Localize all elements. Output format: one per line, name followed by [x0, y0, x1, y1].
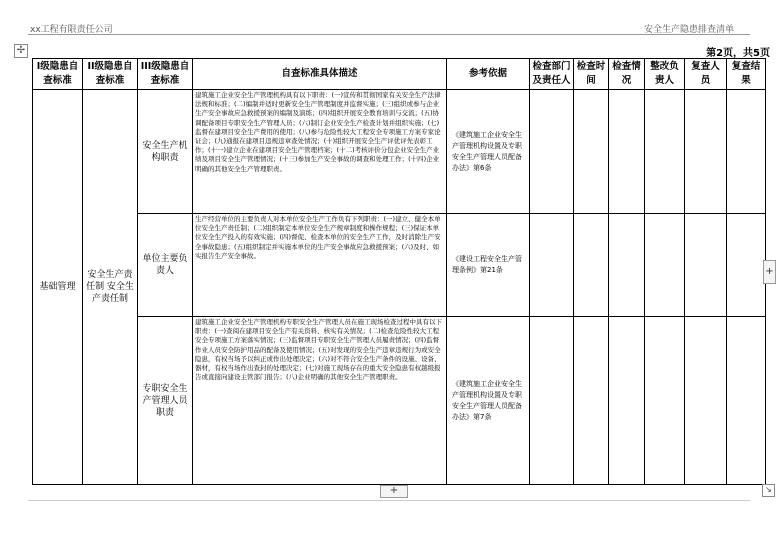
hazard-checklist-table [32, 58, 766, 485]
header-inspect-dept: 检查部门及责任人 [530, 59, 574, 90]
cell-inspect-dept[interactable] [530, 214, 574, 317]
table-row [33, 317, 766, 485]
cell-recheck-result[interactable] [727, 214, 766, 317]
header-company: xx工程有限责任公司 [30, 25, 113, 35]
cell-description[interactable]: 生产经营单位的主要负责人对本单位安全生产工作负有下列职责：(一)建立、健全本单位安全生产责任制；(二)组织制定本单位安全生产规章制度和操作规程；(三)保证本单位安全生产投入的有效实施；(四)督促、检查本单位的安全生产工作，及时消除生产安全事故隐患；(五)组织制定并实施本单位的生产安全事故应急救援预案；(六)及时、如实报告生产安全事故。 [193, 214, 447, 317]
header-doc-title: 安全生产隐患排查清单 [643, 25, 734, 35]
cell-description[interactable]: 建筑施工企业安全生产管理机构具有以下职责：(一)宣传和贯彻国家有关安全生产法律法规和标准；(二)编制并适时更新安全生产管理制度并监督实施；(三)组织或参与企业生产安全事故应急救援预案的编制及演练；(四)组织开展安全教育培训与交流；(五)协调配备项目专职安全生产管理人员；(六)制订企业安全生产检查计划并组织实施；(七)监督在建项目安全生产费用的使用；(八)参与危险性较大工程安全专项施工方案专家论证会；(九)通报在建项目违规违章查处情况；(十)组织开展安全生产评优评先表彰工作；(十一)建立企业在建项目安全生产管理档案；(十二)考核评价分包企业安全生产业绩及项目安全生产管理情况；(十三)参加生产安全事故的调查和处理工作；(十四)企业明确的其他安全生产管理职责。 [193, 90, 447, 214]
cell-level3[interactable]: 安全生产机构职责 [138, 90, 193, 214]
cell-recheck-staff[interactable] [685, 317, 727, 485]
table-move-icon[interactable]: ✢ [14, 44, 28, 58]
cell-level3[interactable]: 单位主要负责人 [138, 214, 193, 317]
cell-inspect-status[interactable] [609, 317, 645, 485]
cell-inspect-status[interactable] [609, 90, 645, 214]
table-row [33, 90, 766, 214]
cell-inspect-dept[interactable] [530, 317, 574, 485]
cell-recheck-staff[interactable] [685, 90, 727, 214]
table-resize-icon[interactable]: ↘ [762, 484, 775, 497]
cell-recheck-staff[interactable] [685, 214, 727, 317]
table-header-row [33, 59, 766, 90]
cell-level3[interactable]: 专职安全生产管理人员职责 [138, 317, 193, 485]
cell-inspect-time[interactable] [574, 90, 609, 214]
header-inspect-status: 检查情况 [609, 59, 645, 90]
cell-description[interactable]: 建筑施工企业安全生产管理机构专职安全生产管理人员在施工现场检查过程中具有以下职责：(一)查阅在建项目安全生产有关资料、核实有关情况；(二)检查危险性较大工程安全专项施工方案落实情况；(三)监督项目专职安全生产管理人员履责情况；(四)监督作业人员安全防护用品的配备及使用情况；(五)对发现的安全生产违章违规行为或安全隐患，有权当场予以纠正或作出处理决定；(六)对不符合安全生产条件的设施、设备、器材，有权当场作出查封的处理决定；(七)对施工现场存在的重大安全隐患有权越级报告或直接向建设主管部门报告；(八)企业明确的其他安全生产管理职责。 [193, 317, 447, 485]
add-row-icon[interactable]: + [380, 485, 408, 498]
header-level3: III级隐患自查标准 [138, 59, 193, 90]
header-rectify-owner: 整改负责人 [645, 59, 685, 90]
cell-reference[interactable]: 《建筑施工企业安全生产管理机构设置及专职安全生产管理人员配备办法》第6条 [447, 90, 530, 214]
cell-rectify-owner[interactable] [645, 90, 685, 214]
cell-level2[interactable]: 安全生产责任制 安全生产责任制 [83, 90, 138, 485]
cell-recheck-result[interactable] [727, 317, 766, 485]
header-divider [28, 34, 750, 35]
cell-level1[interactable]: 基础管理 [33, 90, 83, 485]
cell-inspect-status[interactable] [609, 214, 645, 317]
add-column-icon[interactable]: + [763, 260, 776, 284]
cell-inspect-time[interactable] [574, 214, 609, 317]
page-bottom-divider [28, 500, 750, 501]
cell-inspect-dept[interactable] [530, 90, 574, 214]
header-reference: 参考依据 [447, 59, 530, 90]
header-level2: II级隐患自查标准 [83, 59, 138, 90]
cell-rectify-owner[interactable] [645, 214, 685, 317]
cell-reference[interactable]: 《建设工程安全生产管理条例》第21条 [447, 214, 530, 317]
cell-inspect-time[interactable] [574, 317, 609, 485]
header-level1: I级隐患自查标准 [33, 59, 83, 90]
cell-reference[interactable]: 《建筑施工企业安全生产管理机构设置及专职安全生产管理人员配备办法》第7条 [447, 317, 530, 485]
header-description: 自查标准具体描述 [193, 59, 447, 90]
cell-recheck-result[interactable] [727, 90, 766, 214]
cell-rectify-owner[interactable] [645, 317, 685, 485]
table-row [33, 214, 766, 317]
header-inspect-time: 检查时间 [574, 59, 609, 90]
header-recheck-result: 复查结果 [727, 59, 766, 90]
header-recheck-staff: 复查人员 [685, 59, 727, 90]
page-info: 第2页，共5页 [706, 48, 770, 59]
